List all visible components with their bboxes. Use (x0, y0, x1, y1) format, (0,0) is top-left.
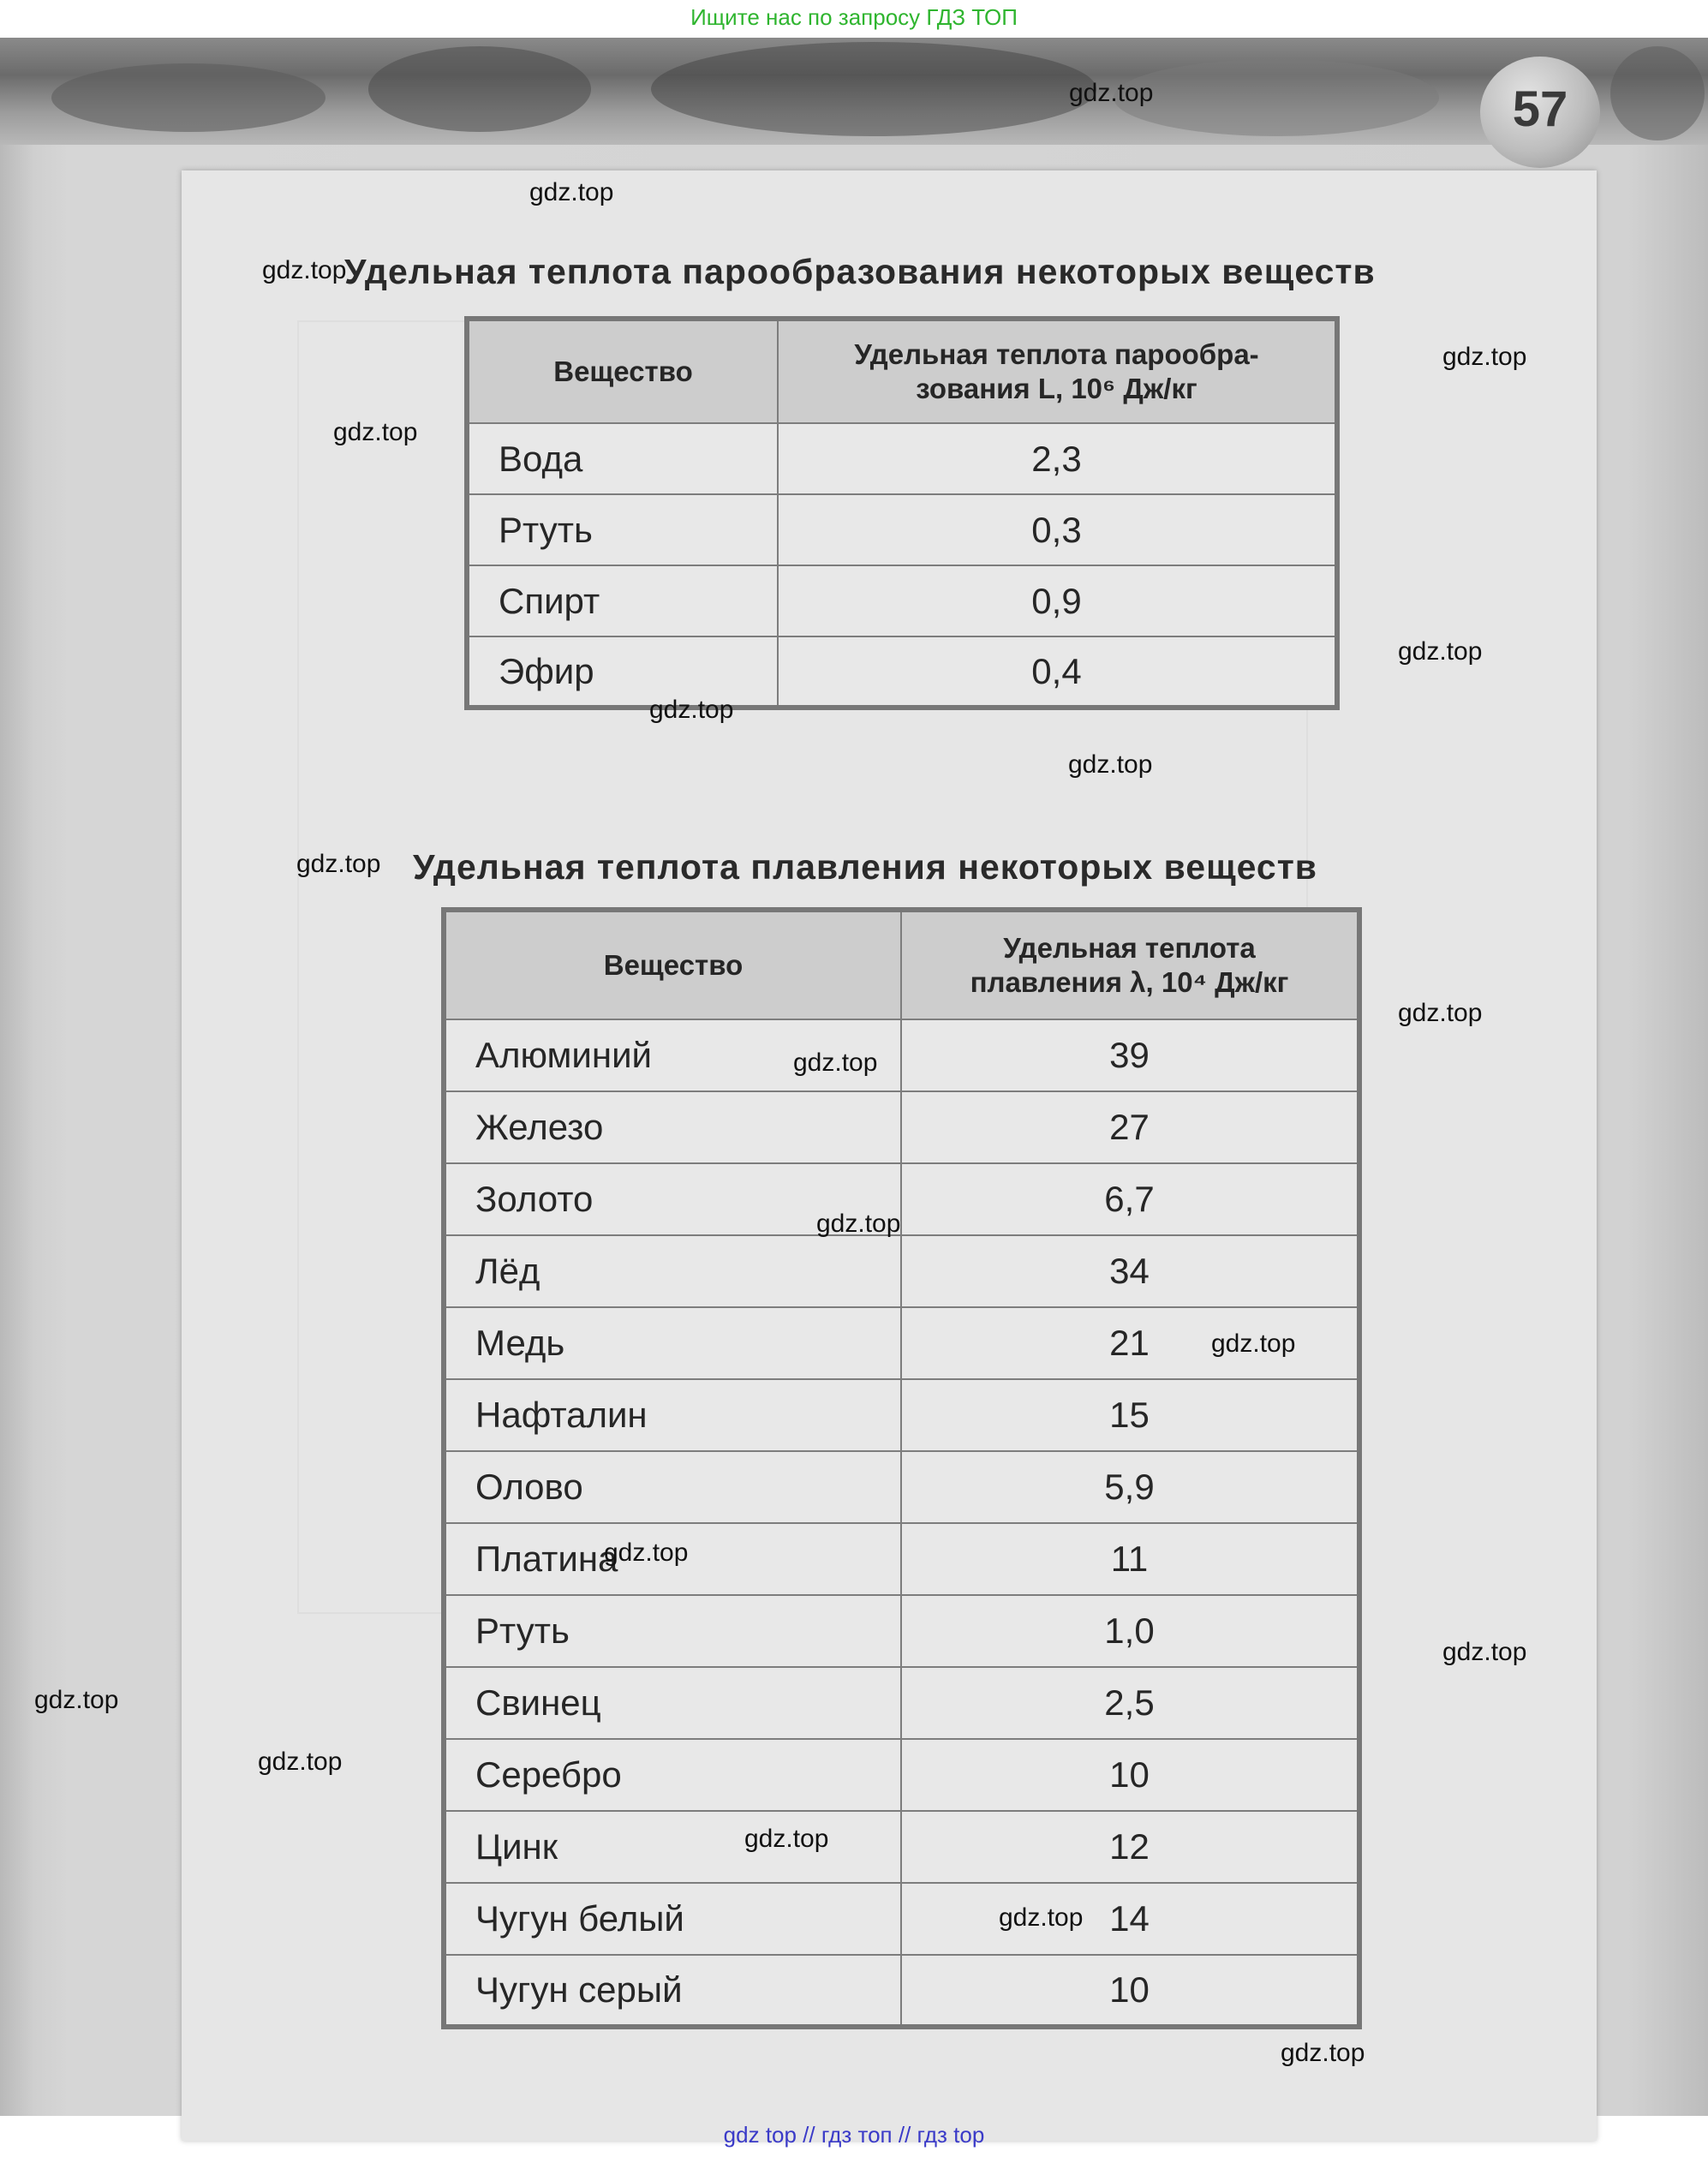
watermark: gdz.top (816, 1210, 901, 1238)
heat-value: 0,9 (778, 565, 1337, 636)
substance-name: Железо (444, 1091, 901, 1163)
substance-name: Платина (444, 1523, 901, 1595)
watermark: gdz.top (529, 178, 614, 206)
table-row (467, 494, 1337, 565)
watermark: gdz.top (1398, 999, 1483, 1027)
heat-value: 34 (901, 1235, 1359, 1307)
header-melting-heat (901, 910, 1359, 1019)
substance-name: Цинк (444, 1811, 901, 1883)
watermark: gdz.top (1211, 1329, 1296, 1358)
substance-name: Чугун белый (444, 1883, 901, 1955)
watermark: gdz.top (744, 1825, 829, 1853)
header-substance: Вещество (467, 319, 778, 423)
watermark: gdz.top (793, 1049, 878, 1077)
substance-name: Олово (444, 1451, 901, 1523)
heat-value: 21 (901, 1307, 1359, 1379)
top-promo-banner[interactable]: Ищите нас по запросу ГДЗ ТОП (690, 4, 1018, 30)
table-header-row (444, 910, 1359, 1019)
heat-value: 1,0 (901, 1595, 1359, 1667)
heat-value: 5,9 (901, 1451, 1359, 1523)
substance-name: Медь (444, 1307, 901, 1379)
substance-name: Золото (444, 1163, 901, 1235)
watermark: gdz.top (999, 1903, 1084, 1932)
table-row (467, 636, 1337, 708)
header-line-1: Удельная теплота парообра- (854, 338, 1259, 370)
watermark: gdz.top (34, 1686, 119, 1714)
heat-value: 14 (901, 1883, 1359, 1955)
substance-name: Серебро (444, 1739, 901, 1811)
substance-name: Эфир (467, 636, 778, 708)
watermark: gdz.top (262, 256, 347, 284)
watermark: gdz.top (1398, 637, 1483, 666)
header-line-2: плавления λ, 10⁴ Дж/кг (970, 966, 1289, 998)
decorative-header-illustration (0, 38, 1708, 145)
heat-value: 6,7 (901, 1163, 1359, 1235)
substance-name: Алюминий (444, 1019, 901, 1091)
heat-value: 0,4 (778, 636, 1337, 708)
vaporization-table-title: Удельная теплота парообразования некоторых веществ (344, 252, 1376, 291)
table-row (467, 423, 1337, 494)
table-row (444, 1379, 1359, 1451)
heat-value: 2,3 (778, 423, 1337, 494)
watermark: gdz.top (296, 850, 381, 878)
substance-name: Чугун серый (444, 1955, 901, 2027)
melting-heat-table (441, 907, 1362, 2029)
watermark: gdz.top (1068, 750, 1153, 779)
table-row (444, 1091, 1359, 1163)
page-number: 57 (1512, 81, 1568, 137)
heat-value: 10 (901, 1739, 1359, 1811)
substance-name: Вода (467, 423, 778, 494)
header-substance: Вещество (444, 910, 901, 1019)
table-header-row (467, 319, 1337, 423)
textbook-page (182, 170, 1597, 2141)
header-vaporization-heat (778, 319, 1337, 423)
heat-value: 0,3 (778, 494, 1337, 565)
table-row (444, 1811, 1359, 1883)
watermark: gdz.top (649, 696, 734, 724)
table-row (444, 1595, 1359, 1667)
page-number-badge (1480, 57, 1600, 168)
substance-name: Спирт (467, 565, 778, 636)
substance-name: Ртуть (444, 1595, 901, 1667)
table-row (444, 1163, 1359, 1235)
heat-value: 2,5 (901, 1667, 1359, 1739)
header-line-2: зования L, 10⁶ Дж/кг (916, 373, 1197, 404)
watermark: gdz.top (1442, 1638, 1527, 1666)
watermark: gdz.top (333, 418, 418, 446)
table-row (444, 1739, 1359, 1811)
header-line-1: Удельная теплота (1003, 932, 1256, 964)
heat-value: 12 (901, 1811, 1359, 1883)
watermark: gdz.top (1069, 79, 1154, 107)
heat-value: 27 (901, 1091, 1359, 1163)
heat-value: 10 (901, 1955, 1359, 2027)
heat-value: 15 (901, 1379, 1359, 1451)
table-row (444, 1019, 1359, 1091)
heat-value: 11 (901, 1523, 1359, 1595)
table-row (444, 1955, 1359, 2027)
substance-name: Лёд (444, 1235, 901, 1307)
melting-table-title: Удельная теплота плавления некоторых веществ (413, 847, 1318, 887)
vaporization-heat-table (464, 316, 1340, 710)
scanned-book-spread (0, 38, 1708, 2116)
substance-name: Нафталин (444, 1379, 901, 1451)
substance-name: Свинец (444, 1667, 901, 1739)
substance-name: Ртуть (467, 494, 778, 565)
table-row (444, 1235, 1359, 1307)
table-row (444, 1667, 1359, 1739)
table-row (444, 1451, 1359, 1523)
table-row (467, 565, 1337, 636)
watermark: gdz.top (1442, 343, 1527, 371)
bottom-promo-banner[interactable]: gdz top // гдз топ // гдз top (723, 2122, 985, 2148)
table-row (444, 1883, 1359, 1955)
watermark: gdz.top (258, 1748, 343, 1776)
table-row (444, 1523, 1359, 1595)
heat-value: 39 (901, 1019, 1359, 1091)
watermark: gdz.top (604, 1539, 689, 1567)
watermark: gdz.top (1281, 2039, 1365, 2067)
